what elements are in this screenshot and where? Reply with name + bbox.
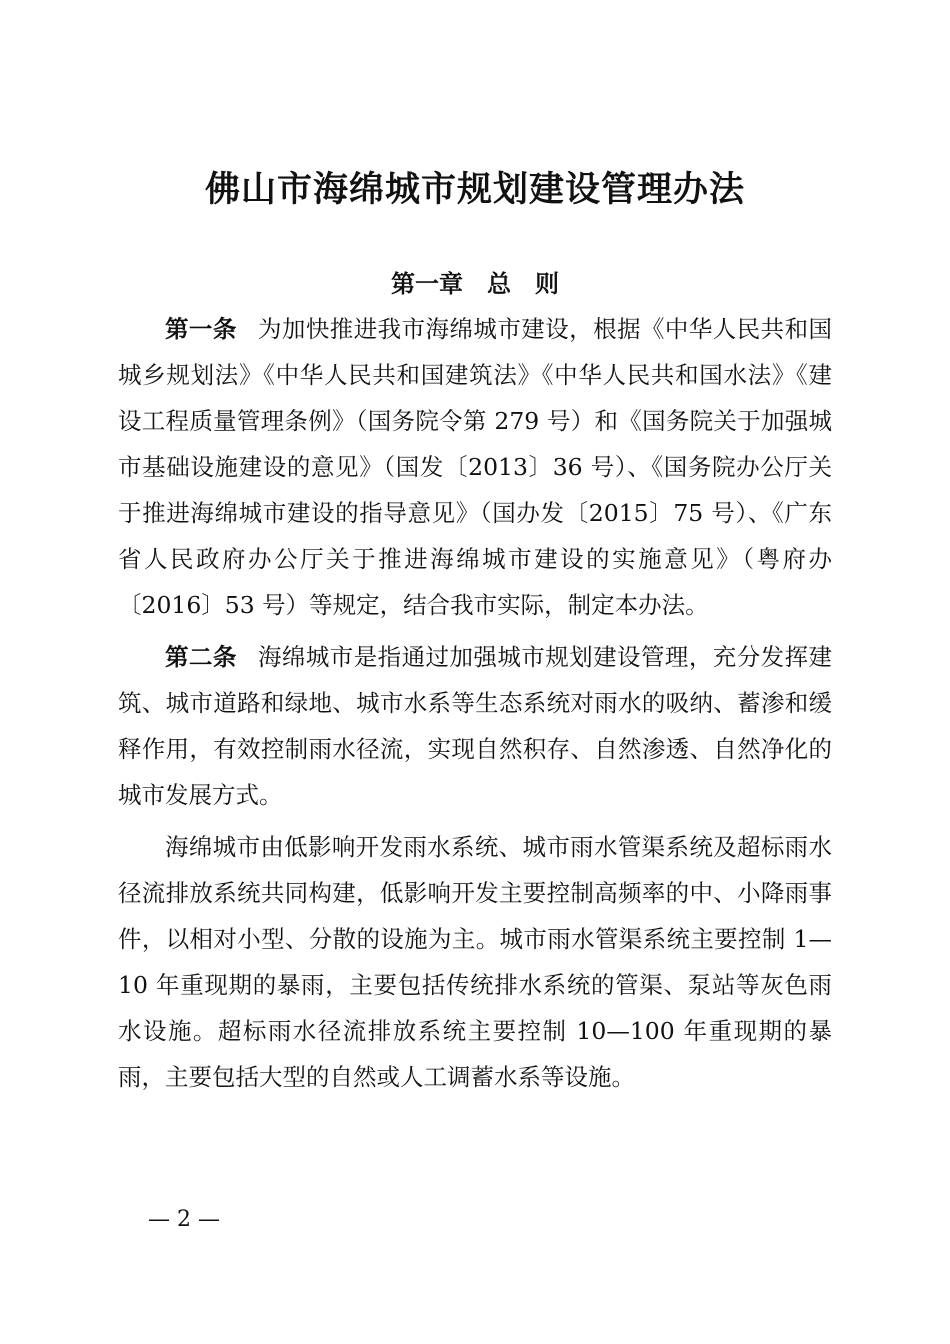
article-2 [118, 634, 832, 818]
document-title: 佛山市海绵城市规划建设管理办法 [204, 169, 745, 210]
article-number: 第二条 [165, 643, 237, 671]
article-1 [118, 306, 832, 628]
body-paragraph: 海绵城市由低影响开发雨水系统、城市雨水管渠系统及超标雨水径流排放系统共同构建，低影响开发主要控制高频率的中、小降雨事件，以相对小型、分散的设施为主。城市雨水管渠系统主要控制 1—10 年重现期的暴雨，主要包括传统排水系统的管渠、泵站等灰色雨水设施。超标雨水径流排放系统主要控制 10—100 年重现期的暴雨，主要包括大型的自然或人工调蓄水系等设施。 [118, 833, 832, 1091]
chapter-heading [0, 262, 950, 306]
article-text: 海绵城市是指通过加强城市规划建设管理，充分发挥建筑、城市道路和绿地、城市水系等生态系统对雨水的吸纳、蓄渗和缓释作用，有效控制雨水径流，实现自然积存、自然渗透、自然净化的城市发展方式。 [118, 643, 833, 809]
chapter-number: 第一章 [391, 269, 463, 298]
document-body [118, 306, 832, 1100]
chapter-title-char-2: 则 [535, 269, 559, 298]
article-number: 第一条 [165, 315, 237, 343]
page-number: — 2 — [148, 1207, 220, 1232]
chapter-title-char-1: 总 [487, 269, 511, 298]
article-text: 为加快推进我市海绵城市建设，根据《中华人民共和国城乡规划法》《中华人民共和国建筑法》《中华人民共和国水法》《建设工程质量管理条例》（国务院令第 279 号）和《国务院关于加强城市基础设施建设的意见》（国发〔2013〕36 号）、《国务院办公厅关于推进海绵城市建设的指导意见》（国办发〔2015〕75 号）、《广东省人民政府办公厅关于推进海绵城市建设的实施意见》（粤府办〔2016〕53 号）等规定，结合我市实际，制定本办法。 [118, 315, 833, 619]
